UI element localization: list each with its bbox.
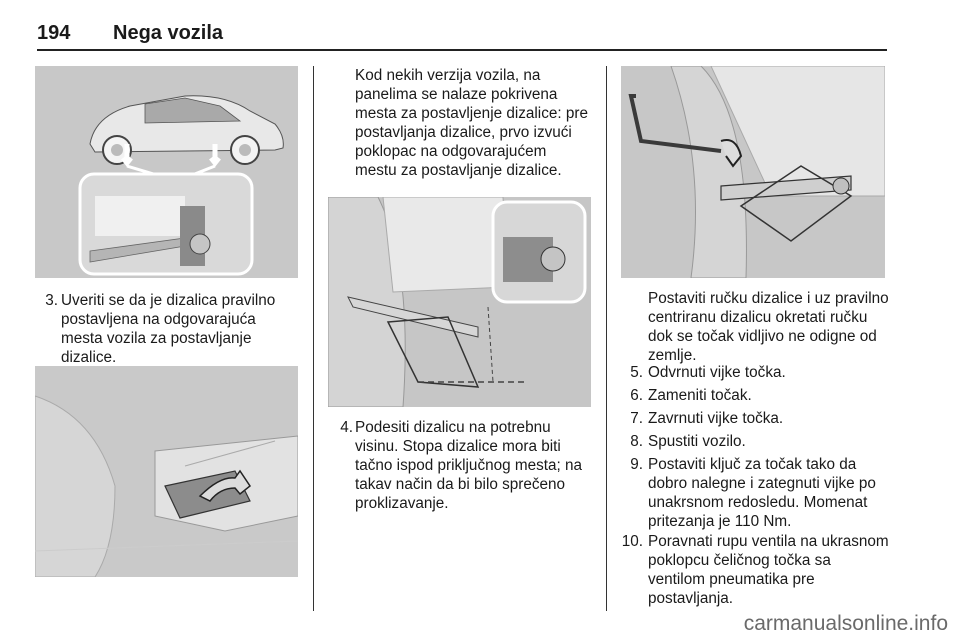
step-text: Uveriti se da je dizalica pravilno postavljena na odgovarajuća mesta vozila za postavljanje dizalice. (61, 292, 276, 366)
step-text: Podesiti dizalicu na potrebnu visinu. Stopa dizalice mora biti tačno ispod priključnog mesta; na takav način da bi bilo sprečeno proklizavanje. (355, 419, 583, 512)
figure-jacking-point-cover (35, 366, 298, 577)
page-header (37, 22, 223, 45)
right-intro-text: Postaviti ručku dizalice i uz pravilno centriranu dizalicu okretati ručku dok se točak vidljivo ne odigne od zemlje. (648, 290, 889, 364)
step-5 (615, 363, 890, 383)
step-text: Zavrnuti vijke točka. (648, 410, 784, 427)
column-divider-1 (313, 66, 314, 611)
step-number: 8. (630, 433, 643, 450)
middle-intro-text: Kod nekih verzija vozila, na panelima se nalaze pokrivena mesta za postavljenje dizalice: pre postavljanja dizalice, prvo izvući poklopac na odgovarajućem mestu za postavljanje dizalice. (355, 67, 588, 179)
column-divider-2 (606, 66, 607, 611)
page-number: 194 (37, 22, 71, 44)
step-9 (615, 455, 890, 535)
figure-jack-handle (621, 66, 885, 278)
section-title: Nega vozila (113, 22, 224, 44)
step-number: 10. (621, 533, 643, 550)
step-number: 6. (630, 387, 643, 404)
step-3 (30, 291, 300, 371)
step-text: Zameniti točak. (648, 387, 752, 404)
step-text: Poravnati rupu ventila na ukrasnom poklopcu čeličnog točka sa ventilom pneumatika pre postavljanja. (648, 533, 889, 607)
step-10 (615, 532, 890, 612)
figure-car-jacking-points (35, 66, 298, 278)
figure-jack-positioning (328, 197, 591, 407)
step-number: 4. (340, 419, 353, 436)
step-text: Spustiti vozilo. (648, 433, 746, 450)
step-text: Odvrnuti vijke točka. (648, 364, 786, 381)
header-rule (37, 49, 887, 51)
step-8 (615, 432, 890, 452)
step-number: 5. (630, 364, 643, 381)
step-text: Postaviti ključ za točak tako da dobro nalegne i zategnuti vijke po unakrsnom redosledu. Momenat pritezanja je 110 Nm. (648, 456, 876, 530)
step-6 (615, 386, 890, 406)
step-4 (325, 418, 595, 518)
step-number: 9. (630, 456, 643, 473)
watermark: carmanualsonline.info (743, 612, 948, 635)
step-number: 7. (630, 410, 643, 427)
step-number: 3. (45, 292, 58, 309)
step-7 (615, 409, 890, 429)
